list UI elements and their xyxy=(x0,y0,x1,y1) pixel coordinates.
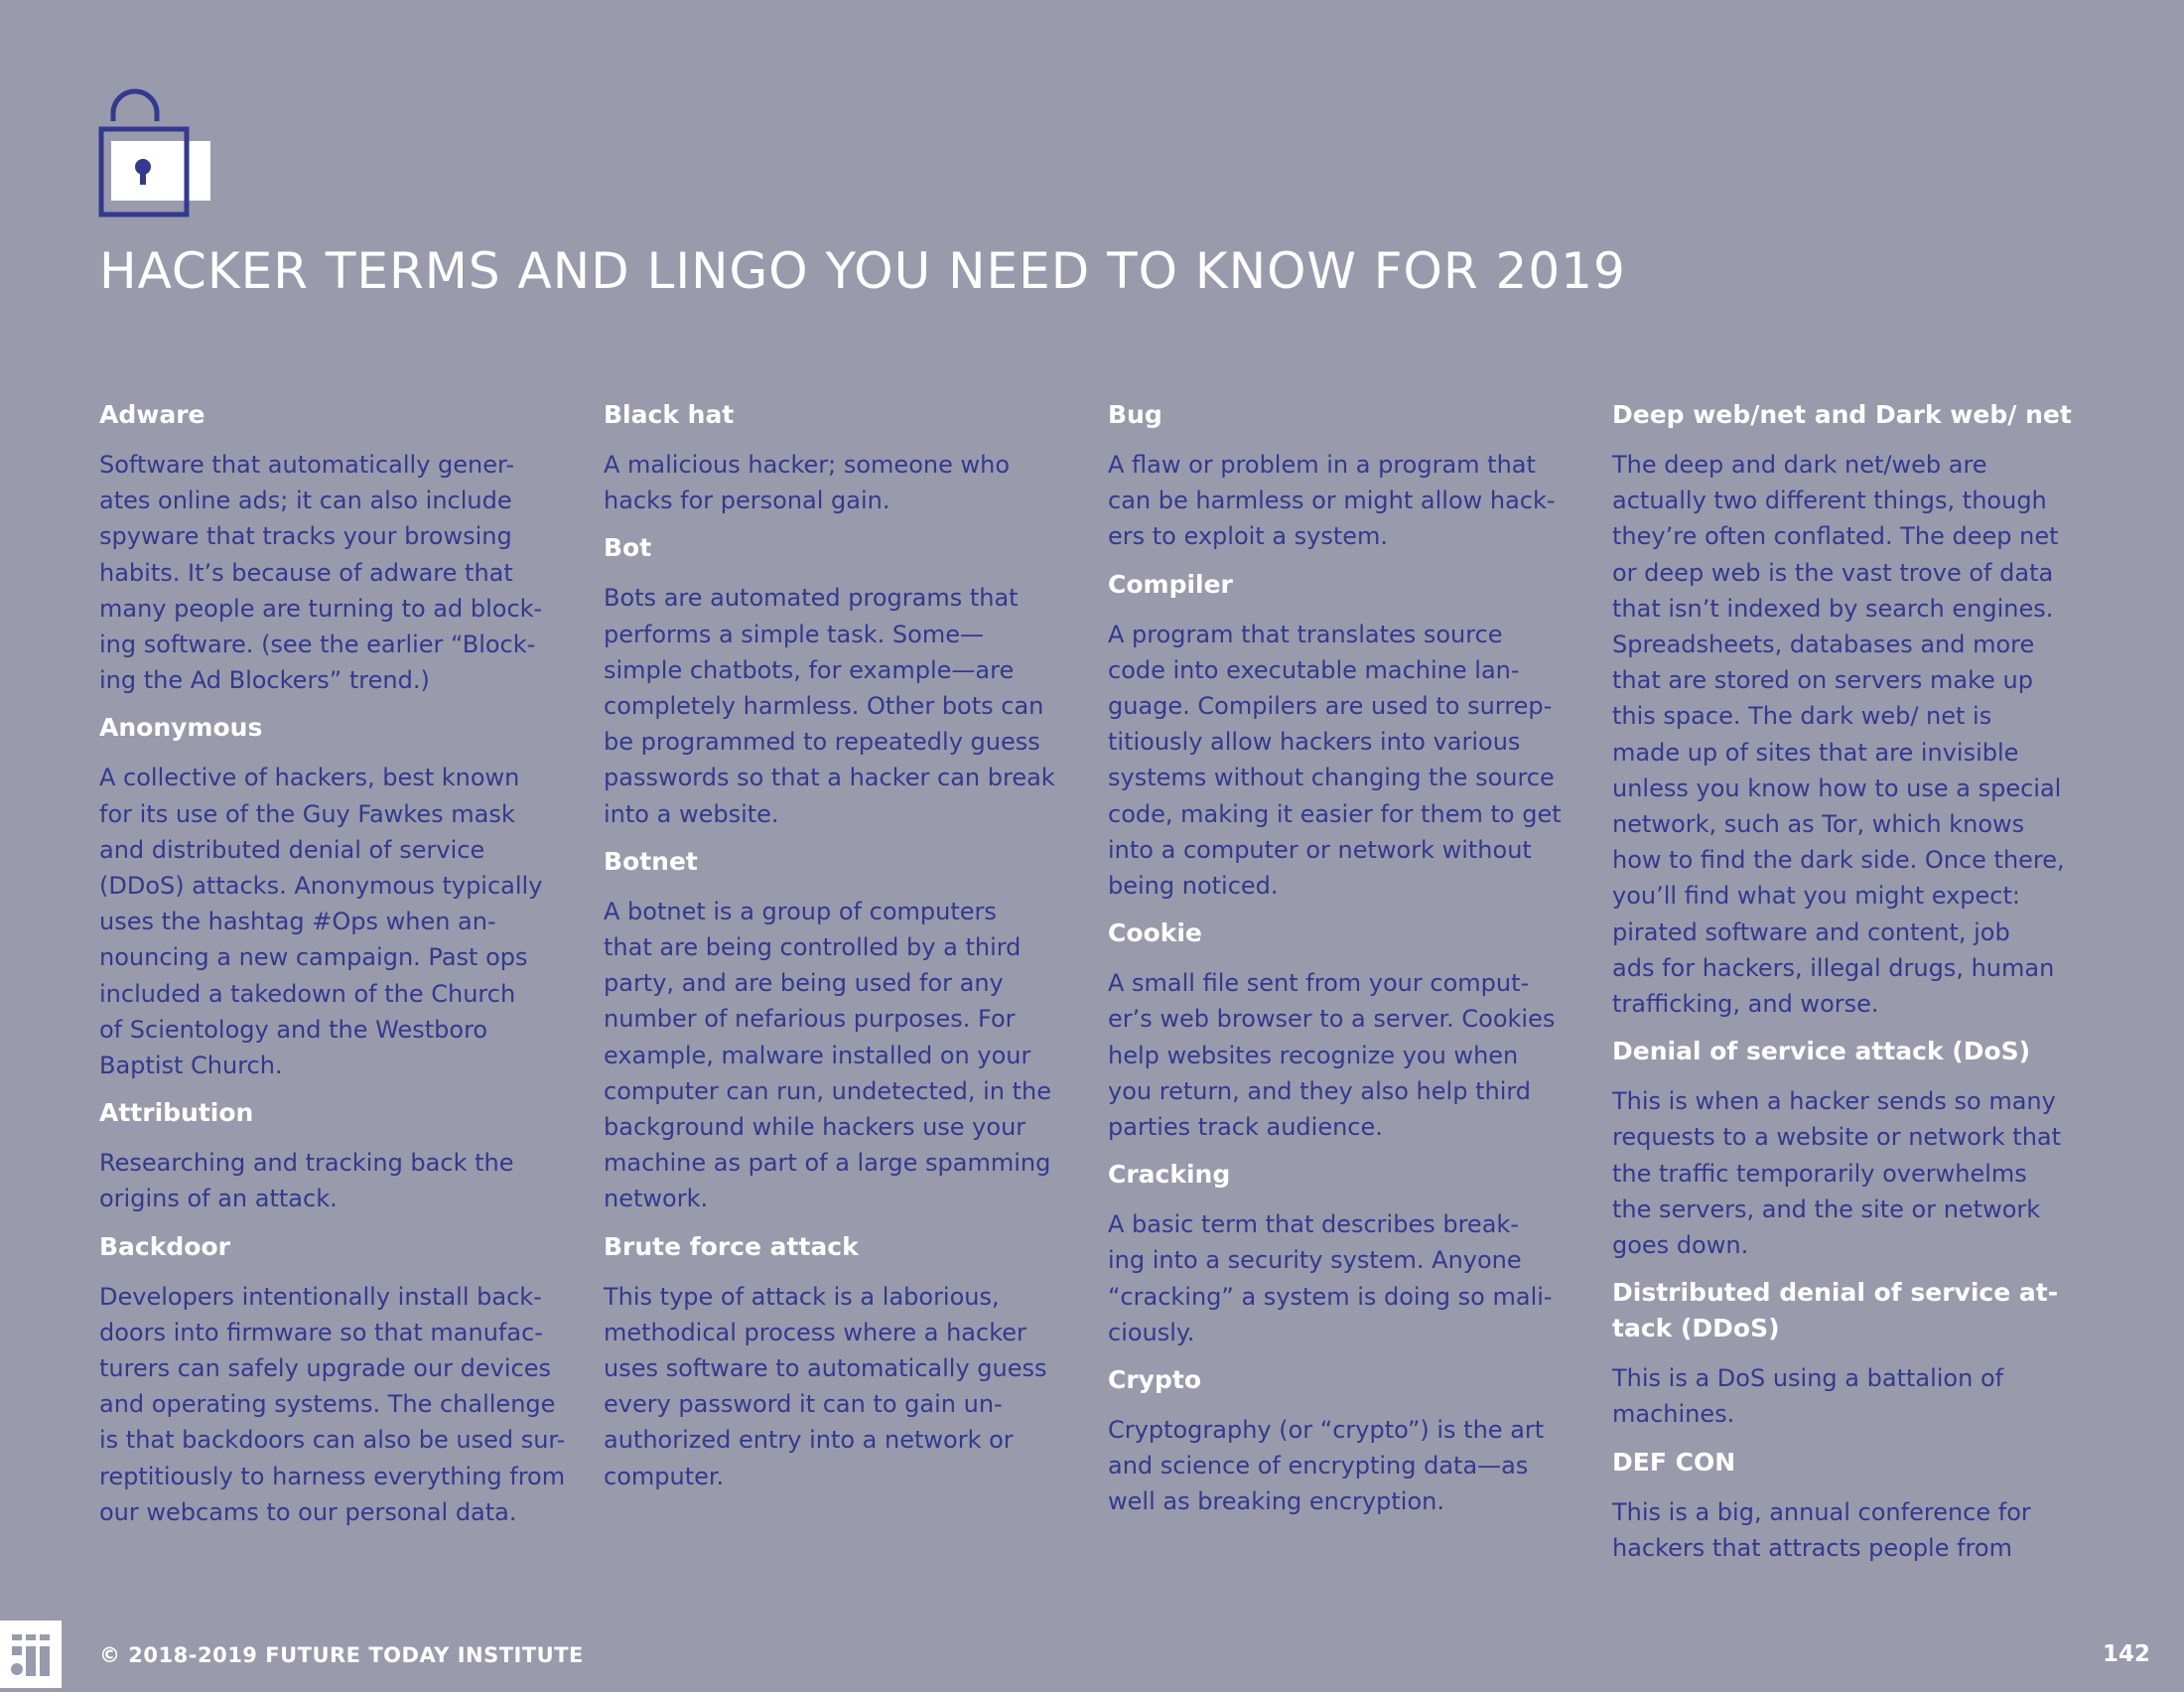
term-denial-of-service: Denial of service attack (DoS) xyxy=(1612,1037,2031,1066)
fti-logo-icon xyxy=(0,1621,62,1688)
definition-bug: A flaw or problem in a program that can be harmless or might allow hack- ers to exploit a system. xyxy=(1108,451,1556,551)
definition-backdoor: Developers intentionally install back- doors into firmware so that manufac- turers can safely upgrade our devices and operating systems. The challenge is that backdoors can also be used sur- reptitiously to harness everything from our webcams to our personal data. xyxy=(99,1282,566,1526)
glossary-column-3 xyxy=(1108,397,1584,1532)
term-backdoor: Backdoor xyxy=(99,1231,230,1261)
glossary-column-2 xyxy=(604,397,1080,1506)
term-adware: Adware xyxy=(99,400,205,429)
term-brute-force-attack: Brute force attack xyxy=(604,1231,859,1261)
footer-copyright: © 2018-2019 FUTURE TODAY INSTITUTE xyxy=(99,1643,584,1667)
definition-anonymous: A collective of hackers, best known for its use of the Guy Fawkes mask and distributed denial of service (DDoS) attacks. Anonymous typically uses the hashtag #Ops when an- nouncing a new campaign. Past ops included a takedown of the Church of Scientology and the Westboro Baptist Church. xyxy=(99,764,543,1080)
glossary-column-4 xyxy=(1612,397,2089,1578)
definition-cookie: A small file sent from your comput- er’s web browser to a server. Cookies help websites recognize you when you return, and they also help third parties track audience. xyxy=(1108,969,1556,1142)
term-anonymous: Anonymous xyxy=(99,713,263,743)
definition-deep-dark-web: The deep and dark net/web are actually two different things, though they’re often conflated. The deep net or deep web is the vast trove of data that isn’t indexed by search engines. Spreadsheets, databases and more that are stored on servers make up this space. The dark web/ net is made up of sites that are invisible unless you know how to use a special network, such as Tor, which knows how to find the dark side. Once there, you’ll find what you might expect: pirated software and content, job ads for hackers, illegal drugs, human trafficking, and worse. xyxy=(1612,451,2065,1019)
term-deep-dark-web: Deep web/net and Dark web/ net xyxy=(1612,400,2072,429)
definition-brute-force-attack: This type of attack is a laborious, methodical process where a hacker uses software to automatically guess every password it can to gain un- authorized entry into a network or computer. xyxy=(604,1282,1047,1490)
definition-adware: Software that automatically gener- ates online ads; it can also include spyware that tracks your browsing habits. It’s because of adware that many people are turning to ad block- ing software. (see the earlier “Block- ing the Ad Blockers” trend.) xyxy=(99,451,543,695)
term-cookie: Cookie xyxy=(1108,918,1202,948)
glossary-column-1 xyxy=(99,397,576,1542)
term-bug: Bug xyxy=(1108,400,1162,429)
definition-crypto: Cryptography (or “crypto”) is the art and science of encrypting data—as well as breaking encryption. xyxy=(1108,1416,1545,1516)
definition-black-hat: A malicious hacker; someone who hacks for personal gain. xyxy=(604,451,1011,515)
definition-compiler: A program that translates source code into executable machine lan- guage. Compilers are used to surrep- titiously allow hackers into various systems without changing the source code, making it easier for them to get into a computer or network without being noticed. xyxy=(1108,620,1562,901)
definition-cracking: A basic term that describes break- ing into a security system. Anyone “cracking” a system is doing so mali- ciously. xyxy=(1108,1210,1553,1346)
term-black-hat: Black hat xyxy=(604,400,735,429)
term-bot: Bot xyxy=(604,533,652,563)
definition-def-con: This is a big, annual conference for hackers that attracts people from xyxy=(1612,1497,2031,1562)
definition-denial-of-service: This is when a hacker sends so many requests to a website or network that the traffic temporarily overwhelms the servers, and the site or network goes down. xyxy=(1612,1087,2062,1260)
lock-icon xyxy=(97,81,216,220)
definition-attribution: Researching and tracking back the origins of an attack. xyxy=(99,1149,514,1213)
definition-ddos: This is a DoS using a battalion of machines. xyxy=(1612,1364,2004,1429)
term-compiler: Compiler xyxy=(1108,569,1233,599)
term-ddos: Distributed denial of service at- tack (DDoS) xyxy=(1612,1278,2059,1343)
page-number: 142 xyxy=(2102,1641,2150,1667)
term-attribution: Attribution xyxy=(99,1098,254,1128)
term-cracking: Cracking xyxy=(1108,1160,1231,1190)
page-title: HACKER TERMS AND LINGO YOU NEED TO KNOW FOR 2019 xyxy=(99,242,1626,300)
term-crypto: Crypto xyxy=(1108,1365,1201,1395)
definition-botnet: A botnet is a group of computers that are being controlled by a third party, and are being used for any number of nefarious purposes. For example, malware installed on your computer can run, undetected, in the background while hackers use your machine as part of a large spamming network. xyxy=(604,897,1052,1213)
term-def-con: DEF CON xyxy=(1612,1447,1736,1477)
term-botnet: Botnet xyxy=(604,846,698,876)
definition-bot: Bots are automated programs that performs a simple task. Some— simple chatbots, for example—are completely harmless. Other bots can be programmed to repeatedly guess passwords so that a hacker can break into a website. xyxy=(604,584,1055,828)
